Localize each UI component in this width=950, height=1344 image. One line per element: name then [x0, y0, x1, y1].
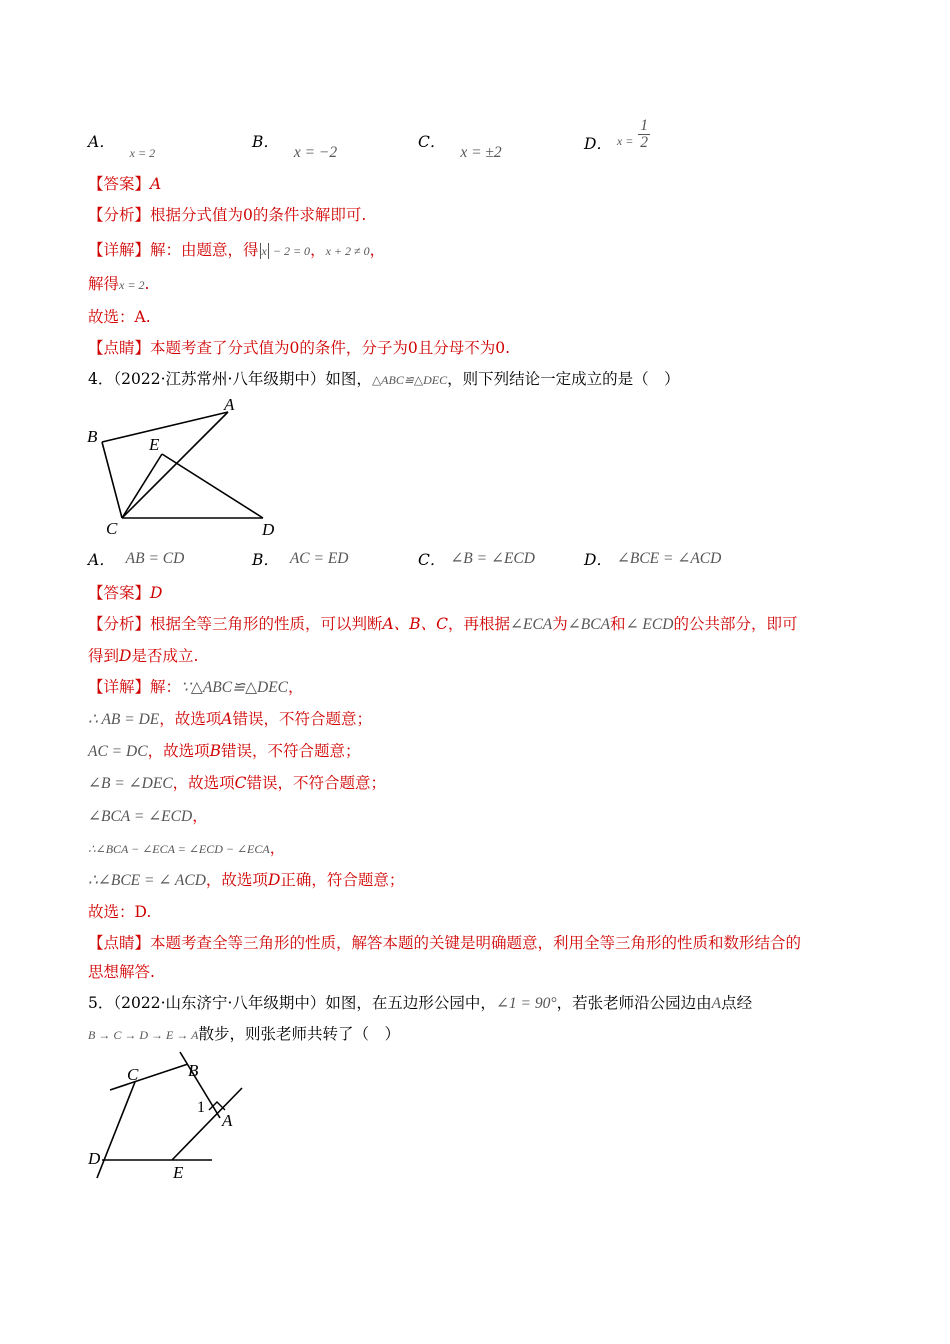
- option-label: D．: [584, 134, 612, 153]
- stem-text: ，则下列结论一定成立的是（ ）: [447, 370, 680, 388]
- vertex-label-b: B: [87, 427, 98, 446]
- vertex-label-e: E: [149, 435, 160, 454]
- q4-comment-line1: [88, 932, 801, 954]
- option-math: x =: [616, 133, 634, 148]
- comment-text: 本题考查了分式值为0的条件，分子为0且分母不为0.: [150, 339, 511, 357]
- option-label: A．: [88, 133, 115, 151]
- detail-math: ∵△ABC≌△DEC: [181, 679, 288, 696]
- option-label: B．: [252, 133, 279, 151]
- segment-BA: [102, 412, 228, 442]
- analysis-text: 得到: [88, 647, 120, 665]
- stem-text: ，若张老师沿公园边由: [556, 994, 712, 1012]
- answer-value: D: [150, 584, 163, 602]
- q3-answer: [88, 173, 161, 195]
- vertex-label-a: A: [222, 1111, 233, 1130]
- q4-analysis-line1: [88, 613, 797, 636]
- q3-solve: [88, 273, 149, 296]
- step-letter: A: [221, 710, 233, 728]
- detail-tag: 【详解】: [88, 678, 151, 696]
- segment-AC: [122, 412, 228, 518]
- stem-math: A: [711, 995, 722, 1012]
- segment-CE: [122, 454, 162, 518]
- analysis-text: ，再根据: [447, 615, 510, 633]
- detail-math: x: [261, 244, 267, 258]
- q3-detail: [88, 239, 385, 262]
- step-text: ，: [269, 839, 286, 857]
- step-math: ∴ AB = DE: [88, 711, 160, 728]
- option-label: A．: [88, 551, 115, 569]
- q3-option-b[interactable]: [252, 130, 338, 161]
- vertex-label-c: C: [106, 519, 118, 538]
- option-label: B．: [252, 551, 279, 569]
- option-math: ∠B = ∠ECD: [450, 550, 535, 567]
- step-letter: C: [234, 774, 247, 792]
- choose-text: 故选：A.: [88, 308, 151, 326]
- step-text: 错误，不符合题意；: [232, 710, 372, 728]
- q4-stem: [88, 368, 680, 391]
- comment-text: 本题考查全等三角形的性质，解答本题的关键是明确题意，利用全等三角形的性质和数形结合的: [150, 934, 802, 952]
- step-math: AC = DC: [88, 743, 148, 760]
- q3-choose: [88, 306, 151, 328]
- vertex-label-d: D: [88, 1149, 101, 1168]
- solve-math: x = 2: [119, 278, 145, 292]
- q3-option-d[interactable]: [584, 118, 650, 151]
- step-text: ，故选项: [159, 710, 222, 728]
- option-math: AC = ED: [289, 550, 349, 567]
- step-math: ∠BCA = ∠ECD: [88, 808, 193, 825]
- q3-option-a[interactable]: [88, 130, 156, 160]
- stem-text: 点经: [721, 994, 753, 1012]
- detail-tag: 【详解】: [88, 241, 151, 259]
- question-number: 5．: [88, 994, 114, 1012]
- analysis-text: 的公共部分，即可: [673, 615, 798, 633]
- analysis-text: 根据分式值为0的条件求解即可.: [150, 206, 367, 224]
- analysis-text: 为: [552, 615, 568, 633]
- q4-option-d[interactable]: [584, 548, 721, 570]
- q4-step: [88, 772, 386, 795]
- analysis-tag: 【分析】: [88, 206, 151, 224]
- fraction-denominator: 2: [640, 134, 648, 151]
- step-letter: D: [267, 871, 281, 889]
- choose-text: 故选：D.: [88, 903, 152, 921]
- q4-step: [88, 805, 208, 828]
- step-text: 错误，不符合题意；: [220, 742, 361, 760]
- option-math: x = ±2: [460, 144, 502, 161]
- option-math: ∠BCE = ∠ACD: [616, 550, 722, 567]
- q4-step: [88, 837, 285, 860]
- q3-comment: [88, 337, 510, 359]
- punctuation: .: [144, 275, 150, 293]
- analysis-math: ∠ ECD: [625, 616, 674, 633]
- step-text: ，故选项: [147, 742, 210, 760]
- option-math: x = −2: [293, 144, 338, 161]
- vertex-label-a: A: [224, 395, 235, 414]
- vertex-label-b: B: [188, 1061, 199, 1080]
- detail-math: x + 2 ≠ 0: [325, 244, 370, 258]
- comment-tag: 【点睛】: [88, 339, 151, 357]
- segment-BC: [102, 442, 122, 518]
- step-text: ，: [192, 807, 208, 825]
- q4-answer: [88, 582, 162, 604]
- analysis-tag: 【分析】: [88, 615, 151, 633]
- q4-option-c[interactable]: [418, 548, 535, 570]
- option-math: x = 2: [129, 146, 156, 160]
- analysis-letters: A、B、C: [382, 615, 448, 633]
- analysis-math: ∠ECA: [510, 616, 553, 633]
- fraction-numerator: 1: [640, 117, 648, 134]
- segment-ED: [162, 454, 263, 518]
- solve-text: 解得: [88, 275, 120, 293]
- q3-analysis: [88, 204, 366, 226]
- answer-tag: 【答案】: [88, 584, 151, 602]
- fraction: [638, 118, 650, 151]
- comment-tag: 【点睛】: [88, 934, 151, 952]
- option-label: D．: [584, 551, 612, 569]
- stem-math: ∠1 = 90°: [495, 995, 557, 1012]
- step-text: 错误，不符合题意；: [246, 774, 387, 792]
- punctuation: ，: [310, 241, 326, 259]
- analysis-text: 根据全等三角形的性质，可以判断: [150, 615, 383, 633]
- q3-option-c[interactable]: [418, 130, 502, 161]
- analysis-text: 是否成立.: [131, 647, 199, 665]
- option-label: C．: [418, 133, 446, 151]
- punctuation: ，: [369, 241, 386, 259]
- step-math: ∴∠BCA − ∠ECA = ∠ECD − ∠ECA: [88, 842, 270, 856]
- option-label: C．: [418, 551, 446, 569]
- comment-text: 思想解答.: [88, 963, 155, 981]
- step-text: ，故选项: [205, 871, 268, 889]
- q4-step: [88, 869, 404, 892]
- stem-text: （2022·江苏常州·八年级期中）如图，: [113, 370, 372, 388]
- q4-comment-line2: [88, 961, 155, 983]
- step-math: ∴∠BCE = ∠ ACD: [88, 872, 206, 889]
- step-text: ，故选项: [172, 774, 235, 792]
- stem-text: （2022·山东济宁·八年级期中）如图，在五边形公园中，: [113, 994, 496, 1012]
- analysis-math: ∠BCA: [567, 616, 611, 633]
- q4-step: [88, 740, 360, 763]
- q4-detail: [88, 676, 304, 699]
- q4-triangle-figure: [80, 390, 300, 540]
- analysis-letters: D: [119, 647, 132, 665]
- vertex-label-c: C: [127, 1065, 139, 1084]
- vertex-label-e: E: [173, 1163, 184, 1182]
- q5-stem-line1: [88, 992, 752, 1015]
- side-CD-extended: [97, 1082, 135, 1178]
- q4-analysis-line2: [88, 645, 198, 667]
- punctuation: ，: [288, 678, 304, 696]
- stem-math: △ABC≌△DEC: [371, 373, 448, 387]
- angle-label-1: 1: [197, 1099, 205, 1116]
- answer-tag: 【答案】: [88, 175, 151, 193]
- step-math: ∠B = ∠DEC: [88, 775, 173, 792]
- stem-math: B → C → D → E → A: [88, 1028, 199, 1042]
- detail-text: 解：由题意，得: [150, 241, 259, 259]
- q4-option-b[interactable]: [252, 548, 349, 570]
- detail-text: 解：: [150, 678, 182, 696]
- q4-option-a[interactable]: [88, 548, 185, 570]
- stem-text: 散步，则张老师共转了（ ）: [198, 1025, 400, 1043]
- detail-math: − 2 = 0: [269, 244, 311, 258]
- vertex-label-d: D: [262, 520, 275, 539]
- q4-step: [88, 708, 372, 731]
- question-number: 4．: [88, 370, 114, 388]
- option-math: AB = CD: [125, 550, 185, 567]
- step-text: 正确，符合题意；: [280, 871, 405, 889]
- analysis-text: 和: [610, 615, 626, 633]
- side-CB-extended: [110, 1064, 188, 1090]
- q5-stem-line2: [88, 1023, 400, 1046]
- q5-pentagon-figure: [80, 1050, 280, 1190]
- answer-value: A: [150, 175, 162, 193]
- q4-choose: [88, 901, 151, 923]
- step-letter: B: [209, 742, 221, 760]
